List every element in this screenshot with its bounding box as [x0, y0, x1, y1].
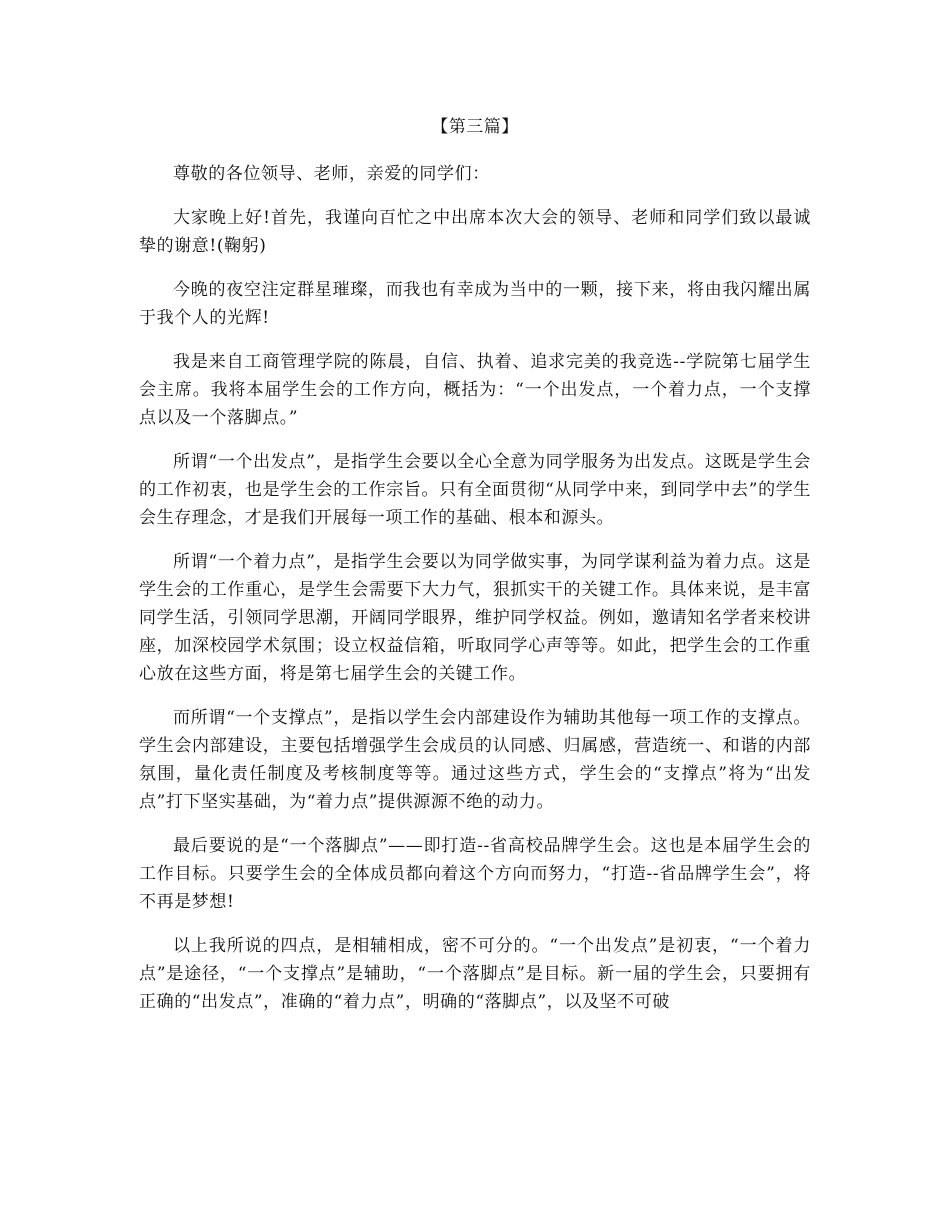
- paragraph-focus-point: 所谓“一个着力点”，是指学生会要以为同学做实事，为同学谋利益为着力点。这是学生会的工作重心，是学生会需要下大力气，狠抓实干的关键工作。具体来说，是丰富同学生活，引领同学思潮，开阔同学眼界，维护同学权益。例如，邀请知名学者来校讲座，加深校园学术氛围；设立权益信箱，听取同学心声等等。如此，把学生会的工作重心放在这些方面，将是第七届学生会的关键工作。: [139, 552, 811, 684]
- paragraph-support-point: 而所谓“一个支撑点”，是指以学生会内部建设作为辅助其他每一项工作的支撑点。学生会内部建设，主要包括增强学生会成员的认同感、归属感，营造统一、和谐的内部氛围，量化责任制度及考核制度等等。通过这些方式，学生会的“支撑点”将为“出发点”打下坚实基础，为“着力点”提供源源不绝的动力。: [139, 708, 811, 812]
- paragraph-salutation: 尊敬的各位领导、老师，亲爱的同学们：: [173, 164, 490, 184]
- paragraph-introduction: 今晚的夜空注定群星璀璨，而我也有幸成为当中的一颗，接下来，将由我闪耀出属于我个人的光辉!: [139, 280, 811, 328]
- paragraph-self-introduction: 我是来自工商管理学院的陈晨，自信、执着、追求完美的我竞选--学院第七届学生会主席。我将本届学生会的工作方向，概括为：“一个出发点，一个着力点，一个支撑点以及一个落脚点。”: [139, 352, 811, 428]
- document-title: 【第三篇】: [431, 117, 519, 137]
- paragraph-starting-point: 所谓“一个出发点”，是指学生会要以全心全意为同学服务为出发点。这既是学生会的工作初衷，也是学生会的工作宗旨。只有全面贯彻“从同学中来，到同学中去”的学生会生存理念，才是我们开展每一项工作的基础、根本和源头。: [139, 452, 811, 528]
- paragraph-summary: 以上我所说的四点，是相辅相成，密不可分的。“一个出发点”是初衷，“一个着力点”是途径，“一个支撑点”是辅助，“一个落脚点”是目标。新一届的学生会，只要拥有正确的“出发点”，准确的“着力点”，明确的“落脚点”，以及坚不可破: [139, 936, 811, 1012]
- paragraph-greeting: 大家晚上好!首先，我谨向百忙之中出席本次大会的领导、老师和同学们致以最诚挚的谢意!(鞠躬): [139, 208, 811, 256]
- paragraph-landing-point: 最后要说的是“一个落脚点”——即打造--省高校品牌学生会。这也是本届学生会的工作目标。只要学生会的全体成员都向着这个方向而努力，“打造--省品牌学生会”，将不再是梦想!: [139, 836, 811, 912]
- document-body: [139, 160, 811, 1032]
